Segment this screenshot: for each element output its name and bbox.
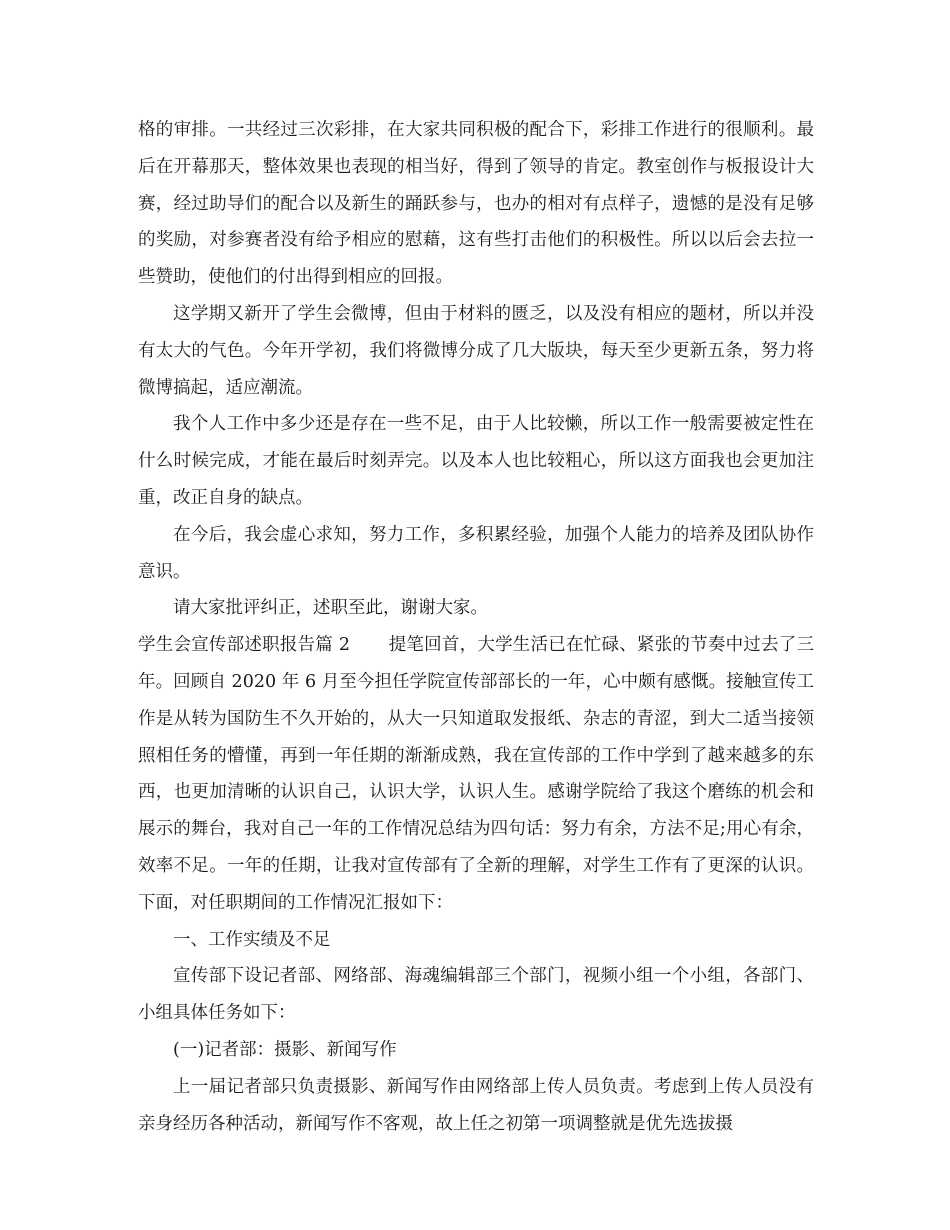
paragraph: 上一届记者部只负责摄影、新闻写作由网络部上传人员负责。考虑到上传人员没有亲身经历各种活动，新闻写作不客观，故上任之初第一项调整就是优先选拔摄 [138, 1076, 814, 1134]
paragraph: 在今后，我会虚心求知，努力工作，多积累经验，加强个人能力的培养及团队协作意识。 [138, 524, 814, 582]
subsection-heading: (一)记者部：摄影、新闻写作 [173, 1039, 397, 1060]
article-title: 学生会宣传部述职报告篇 2 [138, 635, 350, 656]
article-intro-text: 提笔回首，大学生活已在忙碌、紧张的节奏中过去了三年。回顾自 2020 年 6 月至今担任学院宣传部部长的一年，心中颇有感慨。接触宣传工作是从转为国防生不久开始的，从大一只知道取发报纸、杂志的青涩，到大二适当接领照相任务的懵懂，再到一年任期的渐渐成熟，我在宣传部的工作中学到了越来越多的东西，也更加清晰的认识自己，认识大学，认识人生。感谢学院给了我这个磨练的机会和展示的舞台，我对自己一年的工作情况总结为四句话：努力有余，方法不足;用心有余，效率不足。一年的任期，让我对宣传部有了全新的理解，对学生工作有了更深的认识。下面，对任职期间的工作情况汇报如下： [138, 635, 814, 913]
document-body [138, 112, 814, 1142]
paragraph: 请大家批评纠正，述职至此，谢谢大家。 [173, 598, 488, 619]
article-2-intro [138, 627, 814, 921]
paragraph: 我个人工作中多少还是存在一些不足，由于人比较懒，所以工作一般需要被定性在什么时候完成，才能在最后时刻弄完。以及本人也比较粗心，所以这方面我也会更加注重，改正自身的缺点。 [138, 414, 814, 508]
section-heading: 一、工作实绩及不足 [173, 929, 331, 950]
paragraph: 这学期又新开了学生会微博，但由于材料的匮乏，以及没有相应的题材，所以并没有太大的气色。今年开学初，我们将微博分成了几大版块，每天至少更新五条，努力将微博搞起，适应潮流。 [138, 303, 814, 398]
paragraph: 格的审排。一共经过三次彩排，在大家共同积极的配合下，彩排工作进行的很顺利。最后在开幕那天，整体效果也表现的相当好，得到了领导的肯定。教室创作与板报设计大赛，经过助导们的配合以及新生的踊跃参与，也办的相对有点样子，遗憾的是没有足够的奖励，对参赛者没有给予相应的慰藉，这有些打击他们的积极性。所以以后会去拉一些赞助，使他们的付出得到相应的回报。 [138, 120, 814, 288]
paragraph: 宣传部下设记者部、网络部、海魂编辑部三个部门，视频小组一个小组，各部门、小组具体任务如下： [138, 966, 814, 1024]
